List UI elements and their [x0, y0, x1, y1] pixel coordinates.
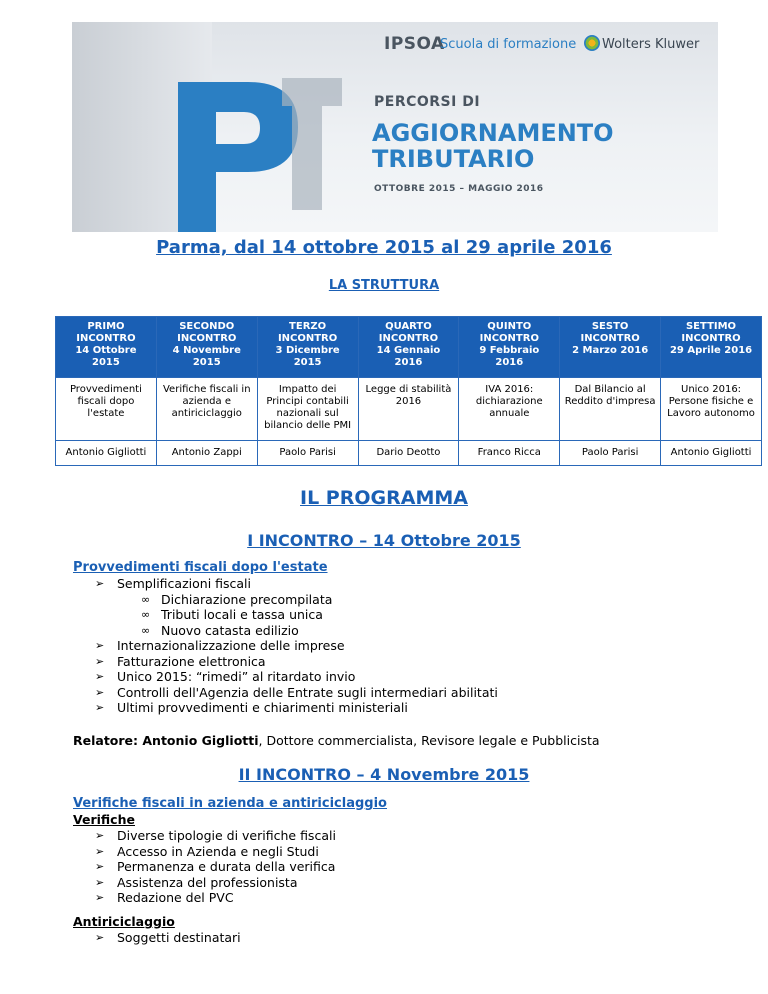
list-item-text: Dichiarazione precompilata — [161, 591, 333, 607]
struttura-heading: LA STRUTTURA — [328, 278, 440, 293]
cell-line: Principi contabili — [266, 396, 349, 407]
cell-line: 29 Aprile 2016 — [669, 345, 753, 356]
schedule-header-row — [56, 317, 762, 378]
list-item — [95, 576, 498, 592]
cell-line: Verifiche fiscali in — [162, 384, 251, 395]
arrow-bullet-icon: ➢ — [95, 860, 105, 873]
cell-line: Impatto dei — [278, 384, 337, 395]
cell-line: INCONTRO — [76, 333, 136, 344]
list-item — [95, 700, 498, 716]
list-item — [95, 638, 498, 654]
banner-tributario: TRIBUTARIO — [372, 145, 535, 173]
cell-line: SECONDO — [179, 321, 235, 332]
list-item-text: Fatturazione elettronica — [117, 653, 266, 669]
list-item — [95, 890, 336, 906]
cell-line: 9 Febbraio — [479, 345, 540, 356]
list-item — [95, 607, 498, 623]
infinity-bullet-icon: ∞ — [141, 608, 151, 621]
cell-line: 2016 — [394, 357, 423, 368]
schedule-topic-cell — [257, 378, 358, 441]
antiriciclaggio-subheading: Antiriciclaggio — [73, 914, 175, 929]
list-item-text: Tributi locali e tassa unica — [161, 607, 323, 622]
cell-line: azienda e — [182, 396, 231, 407]
schedule-speaker-row — [56, 441, 762, 466]
ipsoa-logo-text: IPSOA — [384, 34, 445, 54]
cell-line: fiscali dopo — [77, 396, 135, 407]
schedule-speaker-cell: Antonio Zappi — [156, 441, 257, 466]
list-item-text: Diverse tipologie di verifiche fiscali — [117, 828, 336, 843]
arrow-bullet-icon: ➢ — [95, 685, 105, 699]
list-item — [95, 685, 498, 701]
cell-line: INCONTRO — [479, 333, 539, 344]
cell-line: Legge di stabilità — [365, 384, 452, 395]
cell-line: Reddito d'impresa — [564, 396, 656, 407]
incontro1-heading: I INCONTRO – 14 Ottobre 2015 — [247, 531, 521, 550]
cell-line: 14 Ottobre — [75, 345, 137, 356]
schedule-header-cell — [56, 317, 157, 378]
list-item — [95, 654, 498, 670]
arrow-bullet-icon: ➢ — [95, 891, 105, 904]
list-item — [95, 875, 336, 891]
list-item-text: Controlli dell'Agenzia delle Entrate sugli intermediari abilitati — [117, 684, 498, 700]
cell-line: INCONTRO — [177, 333, 237, 344]
cell-line: bilancio delle PMI — [264, 420, 352, 431]
cell-line: 2015 — [192, 357, 221, 368]
relatore-qualifica: , Dottore commercialista, Revisore legale e Pubblicista — [258, 733, 600, 748]
list-item-text: Accesso in Azienda e negli Studi — [117, 843, 319, 859]
schedule-topic-cell — [560, 378, 661, 441]
incontro2-heading: II INCONTRO – 4 Novembre 2015 — [238, 765, 530, 784]
incontro1-section-title: Provvedimenti fiscali dopo l'estate — [73, 560, 328, 575]
list-item-text: Ultimi provvedimenti e chiarimenti ministeriali — [117, 700, 408, 715]
list-item — [95, 930, 241, 946]
schedule-speaker-cell: Antonio Gigliotti — [661, 441, 762, 466]
arrow-bullet-icon: ➢ — [95, 844, 105, 858]
schedule-speaker-cell: Dario Deotto — [358, 441, 459, 466]
schedule-header-cell — [560, 317, 661, 378]
schedule-speaker-cell: Paolo Parisi — [560, 441, 661, 466]
schedule-table — [55, 316, 762, 466]
cell-line: l'estate — [87, 408, 125, 419]
list-item-text: Assistenza del professionista — [117, 874, 298, 890]
page-title: Parma, dal 14 ottobre 2015 al 29 aprile 2016 — [156, 237, 612, 258]
cell-line: 2015 — [293, 357, 322, 368]
header-banner — [72, 22, 718, 232]
cell-line: 2 Marzo 2016 — [572, 345, 649, 356]
cell-line: PRIMO — [87, 321, 125, 332]
scuola-logo-text: Scuola di formazione — [440, 37, 577, 52]
schedule-topic-cell — [156, 378, 257, 441]
schedule-header-cell — [459, 317, 560, 378]
list-item — [95, 844, 336, 860]
list-item — [95, 669, 498, 685]
cell-line: Unico 2016: — [681, 384, 742, 395]
infinity-bullet-icon: ∞ — [141, 623, 151, 637]
list-item-text: Redazione del PVC — [117, 890, 234, 905]
cell-line: SETTIMO — [685, 321, 737, 332]
list-item — [95, 592, 498, 608]
schedule-topic-cell — [661, 378, 762, 441]
cell-line: Lavoro autonomo — [667, 408, 755, 419]
list-item-text: Permanenza e durata della verifica — [117, 859, 336, 874]
schedule-topic-cell — [459, 378, 560, 441]
schedule-header-cell — [358, 317, 459, 378]
schedule-topic-cell — [56, 378, 157, 441]
arrow-bullet-icon: ➢ — [95, 829, 105, 842]
verifiche-subheading: Verifiche — [73, 812, 135, 827]
schedule-header-cell — [661, 317, 762, 378]
cell-line: antiriciclaggio — [171, 408, 242, 419]
cell-line: dichiarazione — [475, 396, 543, 407]
cell-line: SESTO — [591, 321, 629, 332]
cell-line: 3 Dicembre — [275, 345, 340, 356]
infinity-bullet-icon: ∞ — [141, 592, 151, 606]
banner-aggiornamento: AGGIORNAMENTO — [372, 119, 614, 147]
list-item — [95, 859, 336, 875]
list-item-text: Semplificazioni fiscali — [117, 576, 252, 591]
cell-line: INCONTRO — [378, 333, 439, 344]
list-item-text: Internazionalizzazione delle imprese — [117, 638, 345, 653]
arrow-bullet-icon: ➢ — [95, 701, 105, 714]
wolters-kluwer-logo-text: Wolters Kluwer — [602, 37, 700, 52]
programma-heading: IL PROGRAMMA — [300, 487, 468, 509]
arrow-bullet-icon: ➢ — [95, 670, 105, 683]
cell-line: 2016 — [395, 396, 422, 407]
arrow-bullet-icon: ➢ — [95, 654, 105, 668]
schedule-header-cell — [156, 317, 257, 378]
cell-line: 4 Novembre — [172, 345, 241, 356]
list-item — [95, 828, 336, 844]
cell-line: Dal Bilancio al — [574, 384, 646, 395]
cell-line: IVA 2016: — [485, 384, 534, 395]
schedule-topic-row — [56, 378, 762, 441]
cell-line: INCONTRO — [277, 333, 338, 344]
cell-line: INCONTRO — [580, 333, 640, 344]
cell-line: QUARTO — [385, 321, 432, 332]
arrow-bullet-icon: ➢ — [95, 875, 105, 889]
cell-line: TERZO — [289, 321, 327, 332]
cell-line: Persone fisiche e — [668, 396, 754, 407]
list-item-text: Soggetti destinatari — [117, 930, 241, 945]
verifiche-topic-list — [95, 828, 336, 906]
cell-line: annuale — [489, 408, 530, 419]
incontro1-relatore — [73, 733, 600, 748]
incontro1-topic-list — [95, 576, 498, 716]
schedule-speaker-cell: Antonio Gigliotti — [56, 441, 157, 466]
schedule-speaker-cell: Paolo Parisi — [257, 441, 358, 466]
arrow-bullet-icon: ➢ — [95, 577, 105, 590]
cell-line: Provvedimenti — [69, 384, 142, 395]
list-item — [95, 623, 498, 639]
schedule-topic-cell — [358, 378, 459, 441]
cell-line: 14 Gennaio — [376, 345, 441, 356]
cell-line: nazionali sul — [276, 408, 339, 419]
incontro2-section-title: Verifiche fiscali in azienda e antiriciclaggio — [73, 796, 387, 811]
cell-line: 2016 — [495, 357, 524, 368]
antiriciclaggio-topic-list — [95, 930, 241, 946]
arrow-bullet-icon: ➢ — [95, 931, 105, 944]
list-item-text: Unico 2015: “rimedi” al ritardato invio — [117, 669, 356, 684]
banner-dates: OTTOBRE 2015 – MAGGIO 2016 — [374, 184, 544, 194]
schedule-header-cell — [257, 317, 358, 378]
banner-percorsi: PERCORSI DI — [374, 94, 481, 110]
relatore-name: Relatore: Antonio Gigliotti — [73, 733, 259, 748]
wolters-kluwer-logo-icon — [584, 35, 600, 51]
cell-line: QUINTO — [487, 321, 532, 332]
cell-line: 2015 — [92, 357, 120, 368]
list-item-text: Nuovo catasta edilizio — [161, 622, 299, 638]
schedule-speaker-cell: Franco Ricca — [459, 441, 560, 466]
cell-line: INCONTRO — [681, 333, 741, 344]
arrow-bullet-icon: ➢ — [95, 639, 105, 652]
